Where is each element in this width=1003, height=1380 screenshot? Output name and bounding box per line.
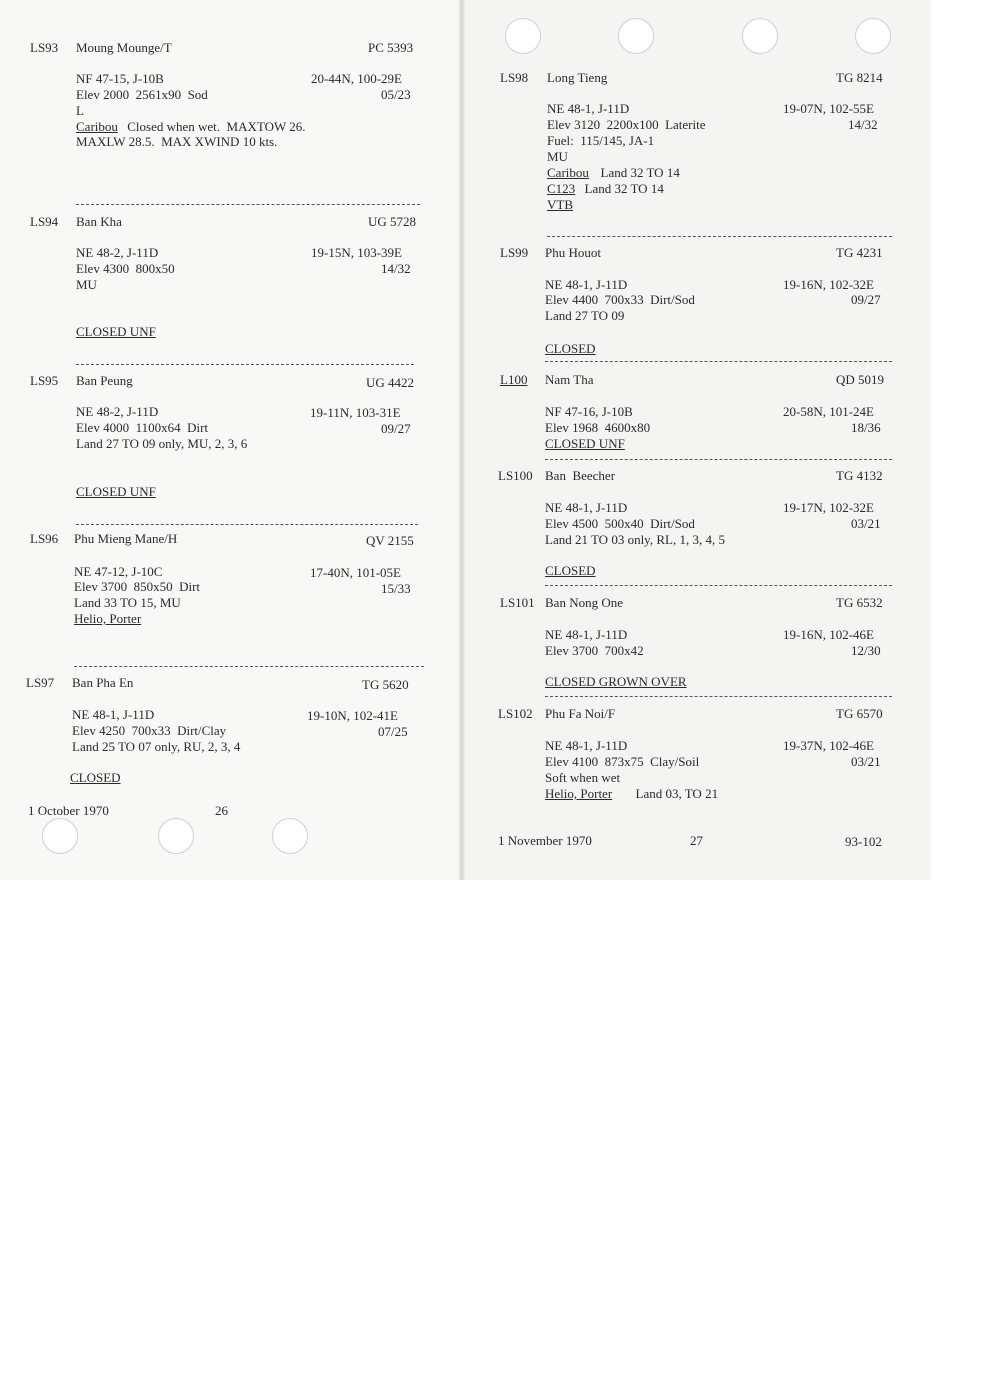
aircraft-type: Caribou: [76, 119, 118, 134]
elevation-runway: Elev 3120 2200x100 Laterite: [547, 117, 706, 132]
runway-heading: 07/25: [378, 724, 408, 739]
grid-ref: TG 4231: [836, 245, 883, 260]
grid-ref: UG 5728: [368, 214, 417, 229]
coordinates: 17-40N, 101-05E: [310, 565, 401, 580]
grid-ref: TG 6570: [836, 706, 883, 721]
site-name: Long Tieng: [547, 70, 608, 85]
site-name: Phu Houot: [545, 245, 601, 260]
elevation-runway: Elev 4100 873x75 Clay/Soil: [545, 754, 700, 769]
punch-hole: [742, 18, 778, 54]
chart-ref: NE 48-1, J-11D: [547, 101, 630, 116]
runway-heading: 18/36: [851, 420, 881, 435]
site-id: LS102: [498, 706, 533, 721]
elevation-runway: Elev 4000 1100x64 Dirt: [76, 420, 209, 435]
remark-line: Fuel: 115/145, JA-1: [547, 133, 655, 148]
runway-heading: 14/32: [381, 261, 411, 276]
coordinates: 19-10N, 102-41E: [307, 708, 398, 723]
runway-heading: 09/27: [381, 421, 411, 436]
section-divider: [547, 236, 892, 237]
page-binding: [459, 0, 465, 880]
section-divider: [545, 361, 892, 362]
coordinates: 19-15N, 103-39E: [311, 245, 402, 260]
section-divider: [76, 364, 414, 365]
section-divider: [74, 666, 424, 667]
punch-hole: [618, 18, 654, 54]
remark-line: Land 33 TO 15, MU: [74, 595, 181, 610]
chart-ref: NE 48-1, J-11D: [545, 627, 628, 642]
punch-hole: [42, 818, 78, 854]
chart-ref: NF 47-15, J-10B: [76, 71, 164, 86]
status-label: CLOSED: [545, 563, 596, 578]
section-divider: [545, 696, 892, 697]
footer-date: 1 October 1970: [28, 803, 109, 818]
site-name: Ban Beecher: [545, 468, 616, 483]
page-number: 26: [215, 803, 228, 818]
site-name: Phu Fa Noi/F: [545, 706, 616, 721]
grid-ref: TG 6532: [836, 595, 883, 610]
site-id: LS95: [30, 373, 59, 388]
site-id: LS98: [500, 70, 529, 85]
runway-heading: 03/21: [851, 516, 881, 531]
site-id: LS97: [26, 675, 55, 690]
site-name: Ban Pha En: [72, 675, 134, 690]
coordinates: 19-11N, 103-31E: [310, 405, 401, 420]
remark-line: MAXLW 28.5. MAX XWIND 10 kts.: [76, 134, 278, 149]
status-label: CLOSED: [545, 341, 596, 356]
punch-hole: [505, 18, 541, 54]
site-id: LS100: [498, 468, 533, 483]
site-name: Ban Peung: [76, 373, 133, 388]
aircraft-type: Caribou: [547, 165, 589, 180]
status-label: VTB: [547, 197, 573, 212]
page-range: 93-102: [845, 834, 882, 849]
remark-line: Land 32 TO 14: [578, 181, 664, 196]
elevation-runway: Elev 3700 850x50 Dirt: [74, 579, 201, 594]
elevation-runway: Elev 2000 2561x90 Sod: [76, 87, 208, 102]
site-id: LS99: [500, 245, 529, 260]
runway-heading: 15/33: [381, 581, 411, 596]
runway-heading: 03/21: [851, 754, 881, 769]
remark-line: MU: [547, 149, 568, 164]
coordinates: 19-16N, 102-46E: [783, 627, 874, 642]
chart-ref: NE 48-1, J-11D: [545, 500, 628, 515]
runway-heading: 12/30: [851, 643, 881, 658]
site-id: LS93: [30, 40, 59, 55]
coordinates: 19-37N, 102-46E: [783, 738, 874, 753]
grid-ref: TG 5620: [362, 677, 409, 692]
section-divider: [76, 524, 418, 525]
page-number: 27: [690, 833, 703, 848]
remark-line: Land 03, TO 21: [629, 786, 719, 801]
site-name: Moung Mounge/T: [76, 40, 172, 55]
footer-date: 1 November 1970: [498, 833, 592, 848]
remark-line: Land 21 TO 03 only, RL, 1, 3, 4, 5: [545, 532, 725, 547]
remark-line: Soft when wet: [545, 770, 621, 785]
aircraft-type: Helio, Porter: [545, 786, 613, 801]
site-name: Ban Nong One: [545, 595, 623, 610]
grid-ref: UG 4422: [366, 375, 415, 390]
elevation-runway: Elev 3700 700x42: [545, 643, 644, 658]
status-label: CLOSED UNF: [76, 484, 156, 499]
aircraft-type: C123: [547, 181, 576, 196]
site-id: LS94: [30, 214, 59, 229]
site-name: Phu Mieng Mane/H: [74, 531, 178, 546]
elevation-runway: Elev 4500 500x40 Dirt/Sod: [545, 516, 695, 531]
status-label: CLOSED UNF: [545, 436, 625, 451]
remark-line: Closed when wet. MAXTOW 26.: [124, 119, 306, 134]
remark-line: Land 27 TO 09: [545, 308, 625, 323]
grid-ref: QD 5019: [836, 372, 885, 387]
grid-ref: TG 4132: [836, 468, 883, 483]
coordinates: 19-17N, 102-32E: [783, 500, 874, 515]
status-label: CLOSED GROWN OVER: [545, 674, 687, 689]
chart-ref: NE 47-12, J-10C: [74, 564, 163, 579]
aircraft-type: Helio, Porter: [74, 611, 142, 626]
status-label: CLOSED UNF: [76, 324, 156, 339]
section-divider: [76, 204, 420, 205]
remark-line: Land 32 TO 14: [594, 165, 680, 180]
coordinates: 19-16N, 102-32E: [783, 277, 874, 292]
coordinates: 20-44N, 100-29E: [311, 71, 402, 86]
punch-hole: [158, 818, 194, 854]
status-label: CLOSED: [70, 770, 121, 785]
site-id: LS101: [500, 595, 535, 610]
chart-ref: NE 48-1, J-11D: [545, 738, 628, 753]
chart-ref: NF 47-16, J-10B: [545, 404, 633, 419]
site-id: L100: [500, 372, 528, 387]
elevation-runway: Elev 4400 700x33 Dirt/Sod: [545, 292, 695, 307]
elevation-runway: Elev 4300 800x50: [76, 261, 175, 276]
coordinates: 20-58N, 101-24E: [783, 404, 874, 419]
site-name: Ban Kha: [76, 214, 122, 229]
grid-ref: PC 5393: [368, 40, 414, 55]
chart-ref: NE 48-2, J-11D: [76, 404, 159, 419]
remark-line: Land 25 TO 07 only, RU, 2, 3, 4: [72, 739, 241, 754]
grid-ref: TG 8214: [836, 70, 883, 85]
remark-line: MU: [76, 277, 97, 292]
elevation-runway: Elev 1968 4600x80: [545, 420, 651, 435]
runway-heading: 09/27: [851, 292, 881, 307]
remark-line: Land 27 TO 09 only, MU, 2, 3, 6: [76, 436, 248, 451]
chart-ref: NE 48-1, J-11D: [545, 277, 628, 292]
grid-ref: QV 2155: [366, 533, 414, 548]
site-name: Nam Tha: [545, 372, 594, 387]
remark-line: L: [76, 103, 84, 118]
coordinates: 19-07N, 102-55E: [783, 101, 874, 116]
punch-hole: [855, 18, 891, 54]
runway-heading: 14/32: [848, 117, 878, 132]
punch-hole: [272, 818, 308, 854]
chart-ref: NE 48-2, J-11D: [76, 245, 159, 260]
site-id: LS96: [30, 531, 59, 546]
elevation-runway: Elev 4250 700x33 Dirt/Clay: [72, 723, 227, 738]
section-divider: [545, 459, 892, 460]
runway-heading: 05/23: [381, 87, 411, 102]
section-divider: [545, 585, 892, 586]
chart-ref: NE 48-1, J-11D: [72, 707, 155, 722]
